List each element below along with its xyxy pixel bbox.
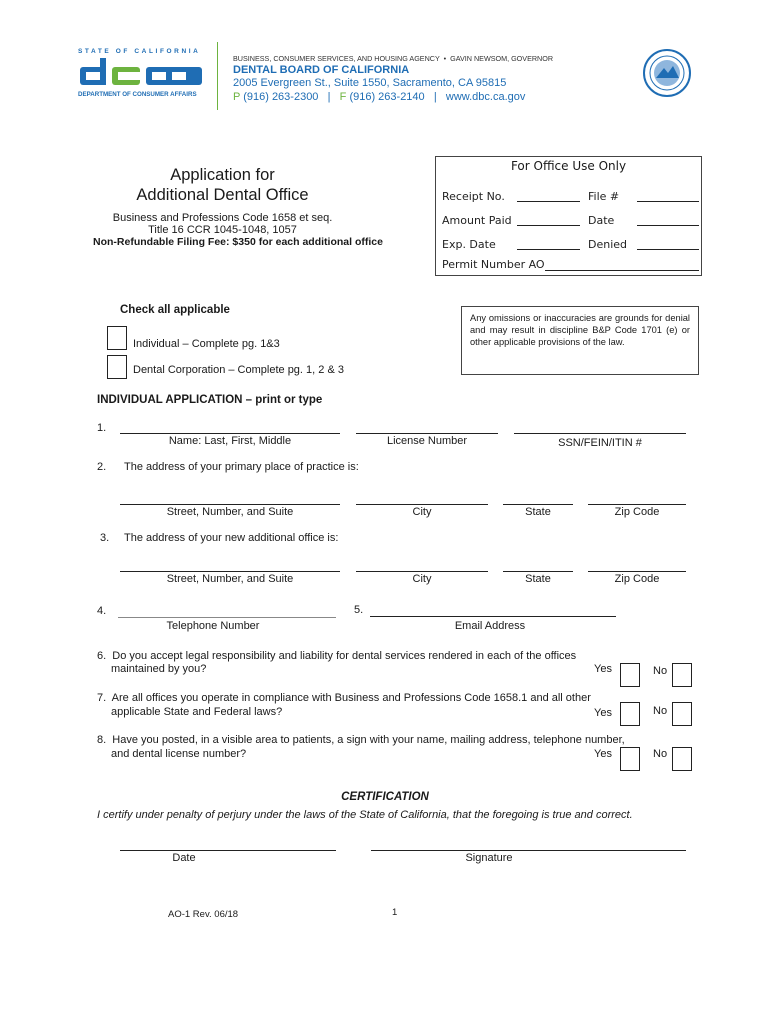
form-id: AO-1 Rev. 06/18	[168, 909, 239, 920]
q7-no-checkbox[interactable]	[672, 702, 692, 726]
amount-label: Amount Paid	[442, 214, 512, 227]
q7-yes-label: Yes	[594, 707, 612, 719]
dca-logo-mark	[80, 58, 204, 88]
license-input-line[interactable]	[356, 433, 498, 434]
name-input-line[interactable]	[120, 433, 340, 434]
denied-line	[637, 249, 699, 250]
corporation-label: Dental Corporation – Complete pg. 1, 2 & 3	[133, 364, 344, 376]
phone-prefix: P	[233, 91, 241, 103]
name-label: Name: Last, First, Middle	[168, 435, 292, 447]
cert-signature-label: Signature	[465, 852, 513, 864]
agency-line: BUSINESS, CONSUMER SERVICES, AND HOUSING AGENCY • GAVIN NEWSOM, GOVERNOR	[233, 54, 554, 63]
item-number-1: 1.	[97, 422, 107, 434]
board-address: 2005 Evergreen St., Suite 1550, Sacramento, CA 95815	[233, 77, 507, 89]
new-state-line[interactable]	[503, 571, 573, 572]
fax-number: (916) 263-2140	[349, 91, 425, 103]
license-label: License Number	[386, 435, 468, 447]
new-city-label: City	[412, 573, 432, 585]
new-address-question: The address of your new additional office is:	[124, 532, 339, 544]
ssn-label: SSN/FEIN/ITIN #	[558, 437, 642, 449]
exp-label: Exp. Date	[442, 238, 496, 251]
separator: |	[433, 91, 437, 103]
question-6-line1: 6. Do you accept legal responsibility and liability for dental services rendered in each of the offices	[97, 650, 577, 662]
permit-line	[545, 270, 699, 271]
state-seal-icon	[642, 48, 692, 98]
website-link[interactable]: www.dbc.ca.gov	[445, 91, 526, 103]
item-number-3: 3.	[100, 532, 110, 544]
email-label: Email Address	[454, 620, 526, 632]
q8-yes-label: Yes	[594, 748, 612, 760]
ssn-input-line[interactable]	[514, 433, 686, 434]
email-input-line[interactable]	[370, 616, 616, 617]
primary-street-label: Street, Number, and Suite	[166, 506, 294, 518]
q6-yes-label: Yes	[594, 663, 612, 675]
item-number-5: 5.	[354, 604, 364, 616]
exp-line	[517, 249, 580, 250]
board-name: DENTAL BOARD OF CALIFORNIA	[233, 64, 410, 76]
individual-label: Individual – Complete pg. 1&3	[133, 338, 280, 350]
receipt-line	[517, 201, 580, 202]
question-7-line2: applicable State and Federal laws?	[111, 706, 283, 718]
q8-no-label: No	[653, 748, 668, 760]
primary-state-line[interactable]	[503, 504, 573, 505]
phone-number: (916) 263-2300	[243, 91, 319, 103]
amount-line	[517, 225, 580, 226]
fax-prefix: F	[339, 91, 347, 103]
primary-zip-line[interactable]	[588, 504, 686, 505]
q7-no-label: No	[653, 705, 668, 717]
question-7-line1: 7. Are all offices you operate in compliance with Business and Professions Code 1658.1 and all other	[97, 692, 591, 704]
individual-checkbox[interactable]	[107, 326, 127, 350]
check-heading: Check all applicable	[120, 304, 230, 316]
cert-date-label: Date	[172, 852, 196, 864]
new-zip-label: Zip Code	[614, 573, 660, 585]
new-street-label: Street, Number, and Suite	[166, 573, 294, 585]
notice-box	[461, 306, 699, 375]
new-zip-line[interactable]	[588, 571, 686, 572]
form-title-line1: Application for	[170, 166, 275, 184]
date-signature-line[interactable]	[120, 850, 336, 851]
primary-city-label: City	[412, 506, 432, 518]
primary-address-question: The address of your primary place of practice is:	[124, 461, 359, 473]
item-number-4: 4.	[97, 605, 107, 617]
certification-title: CERTIFICATION	[341, 791, 429, 803]
certification-text: I certify under penalty of perjury under the laws of the State of California, that the foregoing is true and correct.	[97, 809, 633, 821]
form-title-line2: Additional Dental Office	[136, 186, 309, 204]
primary-city-line[interactable]	[356, 504, 488, 505]
page-number: 1	[392, 907, 398, 918]
date-line	[637, 225, 699, 226]
receipt-label: Receipt No.	[442, 190, 505, 203]
primary-state-label: State	[525, 506, 551, 518]
primary-zip-label: Zip Code	[614, 506, 660, 518]
q7-yes-checkbox[interactable]	[620, 702, 640, 726]
office-use-title: For Office Use Only	[510, 159, 627, 173]
dca-logo	[78, 48, 208, 104]
signature-input-line[interactable]	[371, 850, 686, 851]
q8-no-checkbox[interactable]	[672, 747, 692, 771]
question-8-line2: and dental license number?	[111, 748, 247, 760]
q6-no-checkbox[interactable]	[672, 663, 692, 687]
date-label: Date	[588, 214, 615, 227]
notice-text: Any omissions or inaccuracies are grounds for denial and may result in discipline B&P Code 1701 (e) or other applicable provisions of the law.	[470, 313, 690, 347]
code-reference-2: Title 16 CCR 1045-1048, 1057	[148, 224, 297, 236]
q8-yes-checkbox[interactable]	[620, 747, 640, 771]
contact-line	[233, 91, 525, 103]
new-state-label: State	[525, 573, 551, 585]
telephone-input-line[interactable]	[118, 617, 336, 618]
permit-label: Permit Number AO	[442, 258, 545, 271]
denied-label: Denied	[588, 238, 628, 251]
filing-fee: Non-Refundable Filing Fee: $350 for each additional office	[93, 236, 383, 248]
question-6-line2: maintained by you?	[111, 663, 207, 675]
primary-street-line[interactable]	[120, 504, 340, 505]
header-divider	[217, 42, 218, 110]
item-number-2: 2.	[97, 461, 107, 473]
question-8-line1: 8. Have you posted, in a visible area to patients, a sign with your name, mailing address, telephone number,	[97, 734, 625, 746]
code-reference-1: Business and Professions Code 1658 et seq.	[112, 212, 333, 224]
file-label: File #	[588, 190, 620, 203]
logo-bottom-text: DEPARTMENT OF CONSUMER AFFAIRS	[78, 91, 197, 98]
new-street-line[interactable]	[120, 571, 340, 572]
section-title: INDIVIDUAL APPLICATION – print or type	[97, 394, 323, 406]
q6-yes-checkbox[interactable]	[620, 663, 640, 687]
corporation-checkbox[interactable]	[107, 355, 127, 379]
telephone-label: Telephone Number	[166, 620, 260, 632]
separator: |	[327, 91, 331, 103]
new-city-line[interactable]	[356, 571, 488, 572]
file-line	[637, 201, 699, 202]
q6-no-label: No	[653, 665, 668, 677]
logo-top-text: STATE OF CALIFORNIA	[78, 48, 201, 55]
